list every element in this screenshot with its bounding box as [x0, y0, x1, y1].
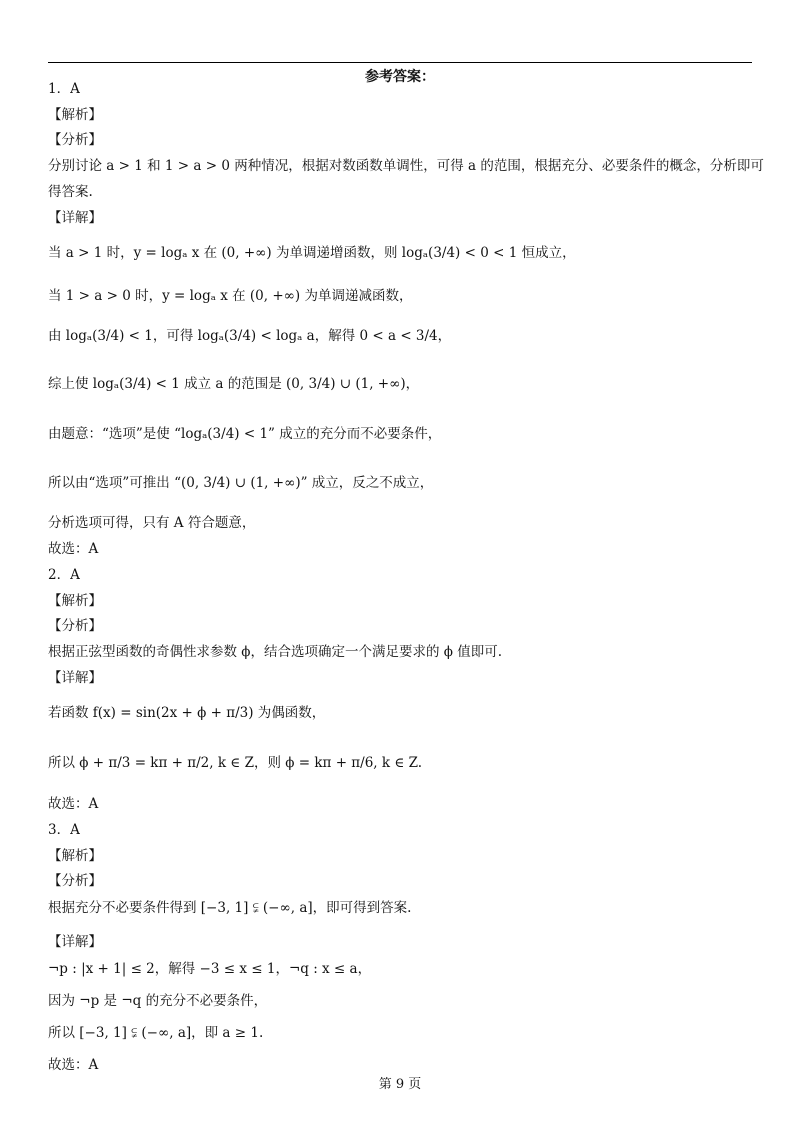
text-line: 【解析】 [48, 848, 102, 864]
text-line: 所以 [−3, 1] ⫋ (−∞, a]，即 a ≥ 1. [48, 1025, 264, 1041]
text-line: 分别讨论 a > 1 和 1 > a > 0 两种情况，根据对数函数单调性，可得 a 的范围，根据充分、必要条件的概念，分析即可 [48, 158, 764, 174]
text-line: 若函数 f(x) = sin(2x + ϕ + π/3) 为偶函数， [48, 705, 326, 721]
text-line: 【详解】 [48, 934, 102, 950]
text-line: 当 a > 1 时，y = logₐ x 在 (0, +∞) 为单调递增函数，则 logₐ(3/4) < 0 < 1 恒成立， [48, 245, 576, 261]
text-line: 分析选项可得，只有 A 符合题意， [48, 515, 256, 531]
text-line: 2．A [48, 567, 80, 583]
text-line: 因为 ¬p 是 ¬q 的充分不必要条件， [48, 993, 268, 1009]
text-line: 故选：A [48, 1057, 99, 1073]
text-line: 【分析】 [48, 132, 102, 148]
text-line: 1．A [48, 81, 80, 97]
page-number: 第 9 页 [378, 1077, 422, 1092]
text-line: 【详解】 [48, 670, 102, 686]
header-rule [48, 62, 752, 63]
text-line: 【解析】 [48, 593, 102, 609]
text-line: ¬p : |x + 1| ≤ 2，解得 −3 ≤ x ≤ 1，¬q : x ≤ a， [48, 961, 372, 977]
text-line: 所以由“选项”可推出 “(0, 3/4) ∪ (1, +∞)” 成立，反之不成立， [48, 475, 434, 491]
text-line: 综上使 logₐ(3/4) < 1 成立 a 的范围是 (0, 3/4) ∪ (1, +∞)， [48, 376, 420, 392]
text-line: 【详解】 [48, 210, 102, 226]
text-line: 【分析】 [48, 618, 102, 634]
text-line: 由题意：“选项”是使 “logₐ(3/4) < 1” 成立的充分而不必要条件， [48, 426, 442, 442]
text-line: 所以 ϕ + π/3 = kπ + π/2, k ∈ Z，则 ϕ = kπ + π/6, k ∈ Z. [48, 755, 423, 771]
text-line: 故选：A [48, 796, 99, 812]
text-line: 【解析】 [48, 107, 102, 123]
text-line: 【分析】 [48, 873, 102, 889]
text-line: 根据正弦型函数的奇偶性求参数 ϕ，结合选项确定一个满足要求的 ϕ 值即可. [48, 644, 503, 660]
text-line: 由 logₐ(3/4) < 1，可得 logₐ(3/4) < logₐ a，解得 0 < a < 3/4， [48, 328, 452, 344]
text-line: 根据充分不必要条件得到 [−3, 1] ⫋ (−∞, a]，即可得到答案. [48, 900, 412, 916]
text-line: 故选：A [48, 541, 99, 557]
text-line: 得答案. [48, 184, 93, 200]
text-line: 当 1 > a > 0 时，y = logₐ x 在 (0, +∞) 为单调递减函数， [48, 288, 413, 304]
page-title: 参考答案： [365, 69, 435, 85]
text-line: 3．A [48, 822, 80, 838]
